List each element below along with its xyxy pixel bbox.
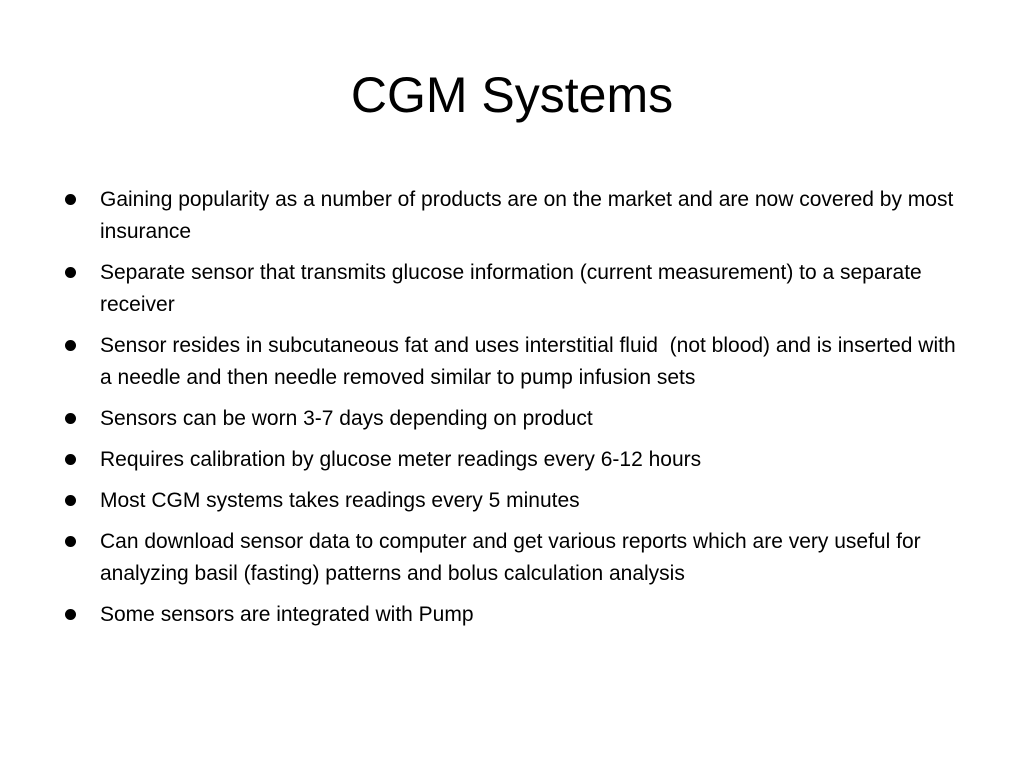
bullet-text: Sensors can be worn 3-7 days depending on product [100,407,593,430]
bullet-dot-icon [65,267,76,278]
bullet-item [62,184,972,248]
bullet-text: Requires calibration by glucose meter readings every 6-12 hours [100,448,702,471]
bullet-dot-icon [65,194,76,205]
bullet-item [62,599,972,631]
bullet-dot-icon [65,340,76,351]
bullet-item [62,526,972,590]
bullet-dot-icon [65,495,76,506]
bullet-text: Some sensors are integrated with Pump [100,603,474,626]
bullet-item [62,444,972,476]
bullet-dot-icon [65,536,76,547]
bullet-text: Can download sensor data to computer and get various reports which are very useful for analyzing basil (fasting) patterns and bolus calculation analysis [100,530,921,585]
bullet-text: Gaining popularity as a number of products are on the market and are now covered by most insurance [100,188,954,243]
bullet-list [62,184,972,640]
bullet-text: Most CGM systems takes readings every 5 minutes [100,489,580,512]
bullet-item [62,485,972,517]
bullet-text: Separate sensor that transmits glucose information (current measurement) to a separate receiver [100,261,922,316]
bullet-dot-icon [65,609,76,620]
bullet-text: Sensor resides in subcutaneous fat and uses interstitial fluid (not blood) and is inserted with a needle and then needle removed similar to pump infusion sets [100,334,962,389]
bullet-item [62,257,972,321]
bullet-item [62,330,972,394]
bullet-dot-icon [65,454,76,465]
bullet-dot-icon [65,413,76,424]
bullet-item [62,403,972,435]
slide-title: CGM Systems [350,67,674,123]
